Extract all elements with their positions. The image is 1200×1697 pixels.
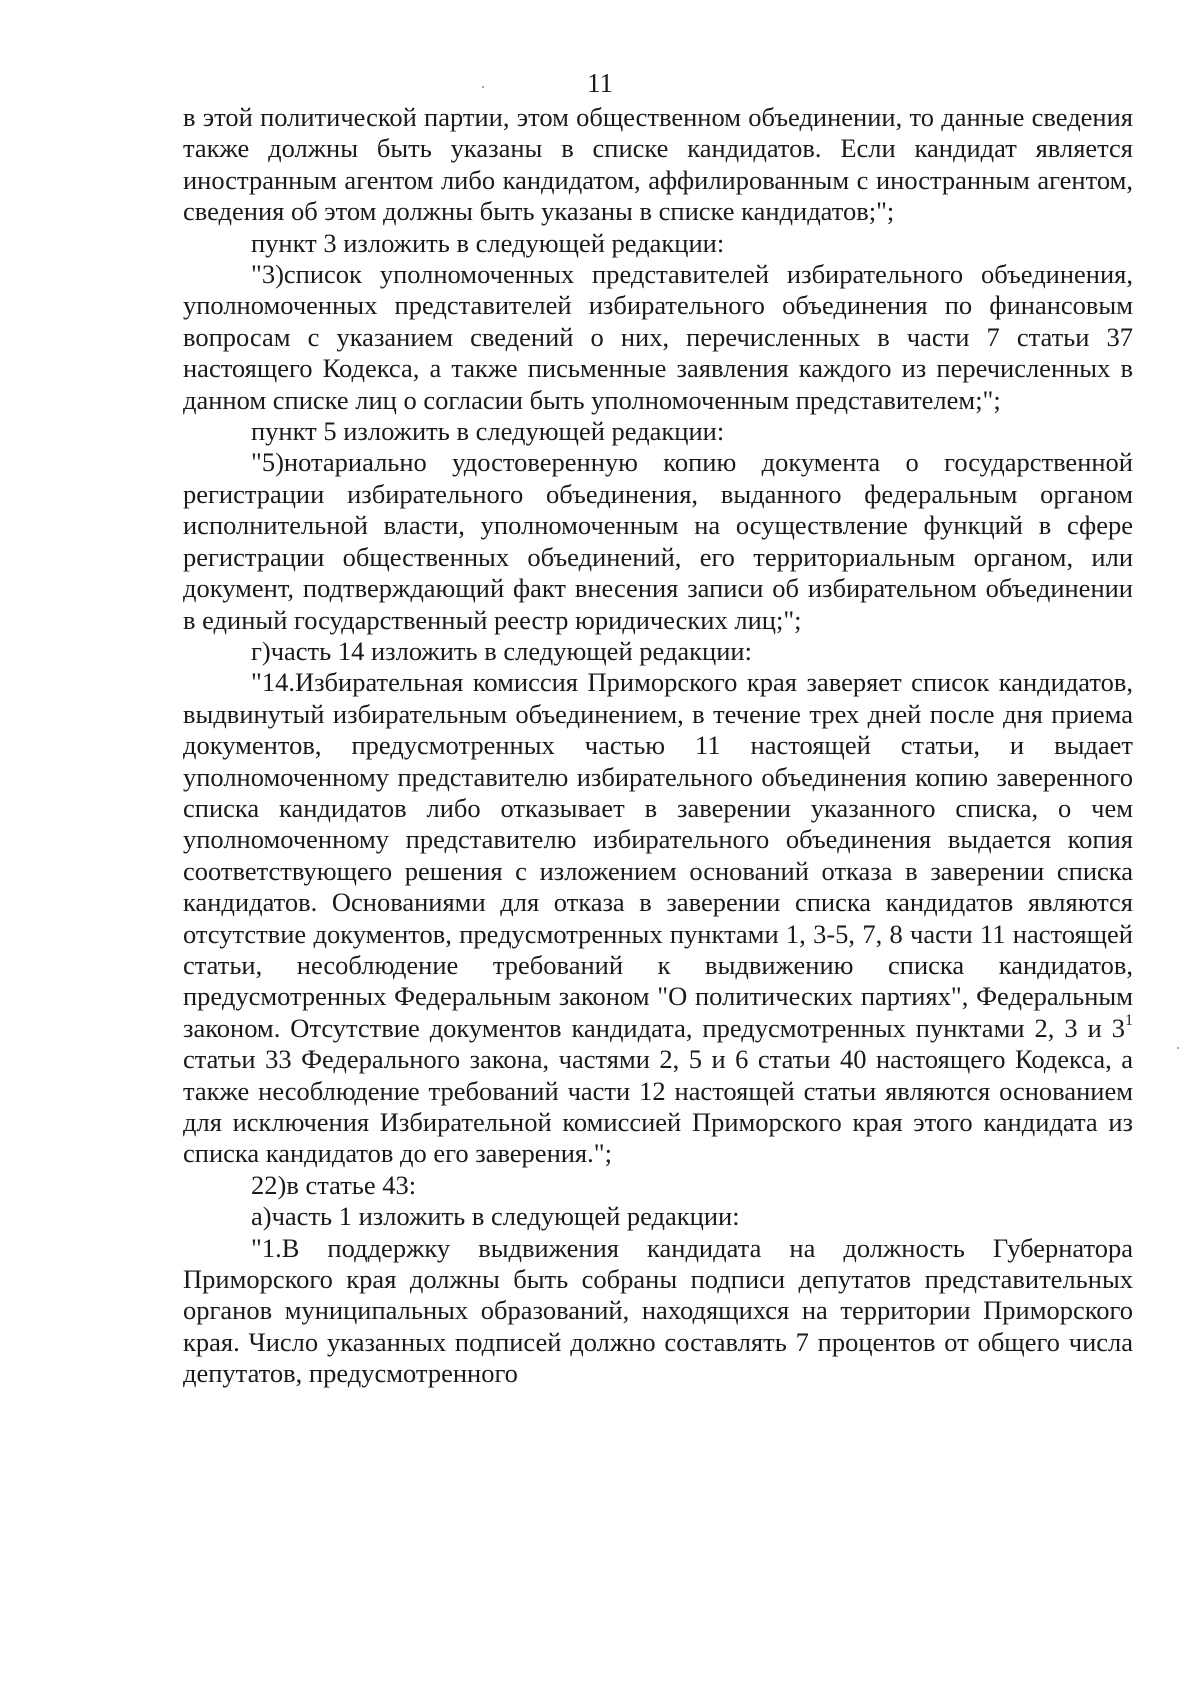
paragraph-point-3-text: "3)список уполномоченных представителей избирательного объединения, уполномоченных представителей избирательного объединения по финансовым вопросам с указанием сведений о них, перечисленных в части 7 статьи 37 настоящего Кодекса, а также письменные заявления каждого из перечисленных в данном списке лиц о согласии быть уполномоченным представителем;"; [183, 259, 1133, 415]
paragraph-point-5-text: "5)нотариально удостоверенную копию документа о государственной регистрации избирательного объединения, выданного федеральным органом исполнительной власти, уполномоченным на осуществление функций в сфере регистрации общественных объединений, его территориальным органом, или документ, подтверждающий факт внесения записи об избирательном объединении в единый государственный реестр юридических лиц;"; [183, 447, 1133, 635]
part-14-text-before-superscript: "14.Избирательная комиссия Приморского края заверяет список кандидатов, выдвинутый избирательным объединением, в течение трех дней после дня приема документов, предусмотренных частью 11 настоящей статьи, и выдает уполномоченному представителю избирательного объединения копию заверенного списка кандидатов либо отказывает в заверении указанного списка, о чем уполномоченному представителю избирательного объединения выдается копия соответствующего решения с изложением оснований отказа в заверении списка кандидатов. Основаниями для отказа в заверении списка кандидатов являются отсутствие документов, предусмотренных пунктами 1, 3-5, 7, 8 части 11 настоящей статьи, несоблюдение требований к выдвижению списка кандидатов, предусмотренных Федеральным законом "О политических партиях", Федеральным законом. Отсутствие документов кандидата, предусмотренных пунктами 2, 3 и 3 [183, 667, 1133, 1043]
superscript-one: 1 [1125, 1011, 1133, 1029]
part-14-text-after-superscript: статьи 33 Федерального закона, частями 2, 5 и 6 статьи 40 настоящего Кодекса, а также несоблюдение требований части 12 настоящей статьи являются основанием для исключения Избирательной комиссией Приморского края этого кандидата из списка кандидатов до его заверения."; [183, 1044, 1133, 1169]
paragraph-point-5-intro: пункт 5 изложить в следующей редакции: [251, 416, 725, 447]
paragraph-part-14-intro: г)часть 14 изложить в следующей редакции: [251, 635, 752, 666]
paragraph-continuation: в этой политической партии, этом общественном объединении, то данные сведения также должны быть указаны в списке кандидатов. Если кандидат является иностранным агентом либо кандидатом, аффилированным с иностранным агентом, сведения об этом должны быть указаны в списке кандидатов;"; [183, 102, 1133, 227]
paragraph-part-1-intro: а)часть 1 изложить в следующей редакции: [251, 1201, 740, 1232]
paragraph-article-43-intro: 22)в статье 43: [251, 1169, 417, 1200]
page-number: 11 [587, 68, 613, 98]
paragraph-point-3-intro: пункт 3 изложить в следующей редакции: [251, 227, 725, 258]
document-body [183, 102, 1133, 1390]
paragraph-part-14-text [183, 667, 1133, 1170]
paragraph-part-1-text: "1.В поддержку выдвижения кандидата на должность Губернатора Приморского края должны быть собраны подписи депутатов представительных органов муниципальных образований, находящихся на территории Приморского края. Число указанных подписей должно составлять 7 процентов от общего числа депутатов, предусмотренного [183, 1232, 1133, 1389]
scan-speck [1177, 1047, 1179, 1049]
scan-speck [482, 86, 484, 88]
